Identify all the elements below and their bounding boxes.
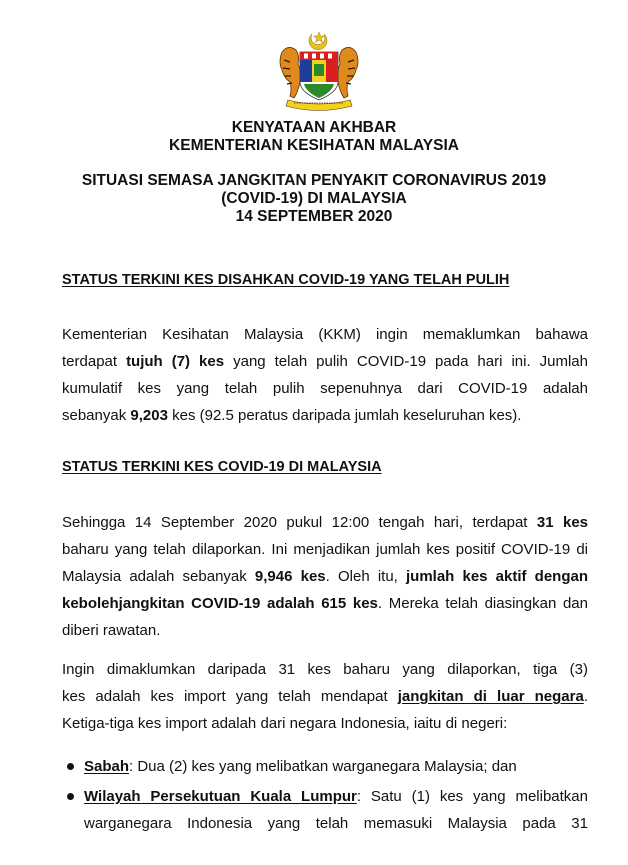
paragraph-line	[62, 348, 588, 375]
text-span: diberi rawatan.	[62, 622, 161, 639]
text-span: Sehingga 14 September 2020 pukul 12:00 tengah hari, terdapat	[62, 514, 537, 531]
text-span: : Dua (2) kes yang melibatkan warganegara Malaysia; dan	[129, 758, 517, 775]
text-span: baharu yang telah dilaporkan. Ini menjadikan jumlah kes positif COVID-19 di	[62, 541, 588, 558]
text-span: warganegara Indonesia yang telah memasuki Malaysia pada 31	[84, 815, 588, 832]
text-span: . Mereka telah diasingkan dan	[377, 595, 588, 612]
paragraph-line	[62, 683, 588, 710]
text-span: kes adalah kes import yang telah mendapat	[62, 688, 398, 705]
text-span: Malaysia adalah sebanyak	[62, 568, 255, 585]
header-line-1: KENYATAAN AKHBAR	[231, 119, 397, 136]
section-heading-status: STATUS TERKINI KES COVID-19 DI MALAYSIA	[62, 459, 382, 475]
list-item	[62, 753, 588, 780]
paragraph-line	[62, 710, 588, 737]
paragraph-line	[62, 617, 588, 644]
overseas-infection-text: jangkitan di luar negara	[397, 688, 584, 705]
text-span: Ketiga-tiga kes import adalah dari negara Indonesia, iaitu di negeri:	[62, 715, 508, 732]
title-block	[0, 172, 628, 226]
text-span: yang telah pulih COVID-19 pada hari ini. Jumlah	[224, 353, 588, 370]
header-block	[0, 119, 628, 155]
bullet-icon	[67, 793, 74, 800]
paragraph-line	[62, 590, 588, 617]
text-span: : Satu (1) kes yang melibatkan	[356, 788, 588, 805]
state-label-wpkl: Wilayah Persekutuan Kuala Lumpur	[84, 788, 357, 805]
recovered-paragraph	[62, 321, 588, 429]
import-cases-paragraph	[62, 656, 588, 737]
title-line-2: (COVID-19) DI MALAYSIA	[221, 190, 407, 207]
paragraph-line	[62, 656, 588, 683]
active-cases-count-text: kebolehjangkitan COVID-19 adalah 615 kes	[62, 595, 378, 612]
recovered-count-text: tujuh (7) kes	[126, 353, 225, 370]
state-label-sabah: Sabah	[84, 758, 130, 775]
paragraph-line	[62, 375, 588, 402]
paragraph-line	[62, 402, 588, 429]
paragraph-line	[62, 321, 588, 348]
paragraph-line	[62, 509, 588, 536]
text-span: . Oleh itu,	[325, 568, 406, 585]
paragraph-line	[62, 536, 588, 563]
header-line-2: KEMENTERIAN KESIHATAN MALAYSIA	[169, 137, 459, 154]
text-span: Kementerian Kesihatan Malaysia (KKM) ingin memaklumkan bahawa	[62, 326, 588, 343]
state-list	[62, 753, 588, 840]
title-date: 14 SEPTEMBER 2020	[235, 208, 393, 225]
text-span: kumulatif kes yang telah pulih sepenuhnya dari COVID-19 adalah	[62, 380, 588, 397]
section-heading-recovered: STATUS TERKINI KES DISAHKAN COVID-19 YANG TELAH PULIH	[62, 272, 510, 288]
text-span: sebanyak	[62, 407, 131, 424]
list-line	[84, 753, 588, 780]
total-cases-text: 9,946 kes	[254, 568, 326, 585]
list-line	[84, 783, 588, 810]
paragraph-line	[62, 563, 588, 590]
text-span: .	[583, 688, 588, 705]
text-span: kes (92.5 peratus daripada jumlah keseluruhan kes).	[167, 407, 522, 424]
bullet-icon	[67, 763, 74, 770]
new-cases-text: 31 kes	[536, 514, 588, 531]
text-span: Ingin dimaklumkan daripada 31 kes baharu yang dilaporkan, tiga (3)	[62, 661, 588, 678]
text-span: terdapat	[62, 353, 127, 370]
cumulative-recovered-text: 9,203	[130, 407, 168, 424]
status-paragraph	[62, 509, 588, 644]
malaysia-coat-of-arms-icon	[274, 30, 364, 114]
list-line	[84, 810, 588, 837]
active-cases-text: jumlah kes aktif dengan	[406, 568, 589, 585]
list-item	[62, 783, 588, 837]
title-line-1: SITUASI SEMASA JANGKITAN PENYAKIT CORONAVIRUS 2019	[81, 172, 547, 189]
